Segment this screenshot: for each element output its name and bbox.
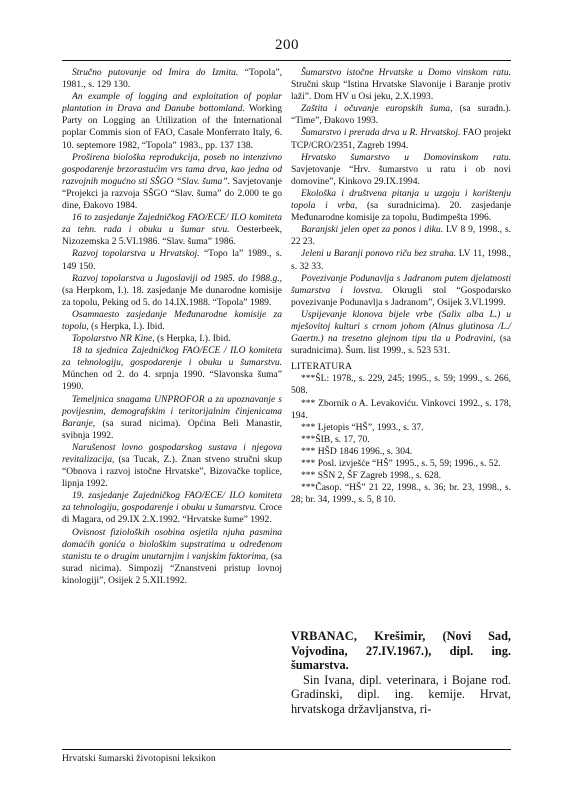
bibliography-entry bbox=[291, 152, 511, 188]
entry-title: Uspijevanje klonova bijele vrbe (Salix alba L.) u mješovitoj kulturi s crnom johom (Alnus glutinosa /L./ Gaertn.) na tresetno glejnom tipu tla u Podravini, bbox=[291, 308, 511, 345]
bibliography-entry bbox=[291, 273, 511, 309]
entry-title: Proširena biološka reprodukcija, poseb no intenzivno gospodarenje brzorastućim vrs tama drva, kao jedna od razvojnih mogućno sti SŠGO “Slav. šuma”. bbox=[62, 151, 282, 187]
bibliography-entry bbox=[62, 442, 282, 490]
entry-details: Savjetovanje “Projekci ja razvoja SŠGO “Slav. šuma” do 2.000 te go dine, Đakovo 1984. bbox=[62, 175, 282, 212]
bibliography-entry bbox=[62, 212, 282, 248]
bio-name: VRBANAC, Krešimir, bbox=[291, 629, 426, 643]
entry-title: An example of logging and exploitation of poplar plantation in Drava and Danube bottomland. bbox=[62, 91, 282, 115]
literature-item: *** HŠD 1846 1996., s. 304. bbox=[301, 445, 413, 457]
entry-details: (sa suradnicima). 20. zasjedanje Međunarodne komisije za topolu, Budimpešta 1996. bbox=[291, 200, 511, 224]
page-number: 200 bbox=[275, 37, 299, 53]
entry-details: Oesterbeek, Nizozemska 2 5.VI.1986. “Slav. šuma” 1986. bbox=[62, 224, 283, 248]
bibliography-entry bbox=[291, 103, 511, 127]
entry-details: Savjetovanje “Hrv. šumarstvo u ratu i ob novi domovine”, Kinkovo 29.IX.1994. bbox=[291, 163, 511, 187]
entry-title: Ekološka i društvena pitanja u uzgoju i korištenju topola i vrba, bbox=[291, 187, 511, 212]
literature-item: *** Zbornik o A. Levakoviću. Vinkovci 1992., s. 178, 194. bbox=[291, 397, 511, 421]
right-column bbox=[291, 67, 511, 506]
literature-item: ***Časop. “HŠ” 21 22, 1998., s. 36; br. 23, 1998., s. 28; br. 34, 1999., s. 5, 8 10. bbox=[291, 482, 511, 506]
entry-details: LV 8 9, 1998., s. 22 23. bbox=[291, 224, 512, 248]
entry-title: Temeljnica snagama UNPROFOR a za upoznavanje s povijesnim, demografskim i teritorijalnim činjenicama Baranje, bbox=[62, 393, 282, 429]
entry-title: 18 ta sjednica Zajedničkog FAO/ECE / ILO komiteta za tehnologiju, gospodarenje i obuku u šumarstvu. bbox=[62, 345, 282, 369]
bibliography-entry bbox=[62, 91, 282, 151]
bibliography-entry bbox=[291, 67, 511, 103]
entry-title: 16 to zasjedanje Zajedničkog FAO/ECE/ ILO komiteta za tehn. rada i obuku u šumar stvu. bbox=[62, 212, 282, 236]
bibliography-entry bbox=[62, 67, 282, 91]
literature-item: *** Posl. izvješće “HŠ” 1995., s. 5, 59; 1996., s. 52. bbox=[301, 458, 501, 469]
entry-title: Zaštita i očuvanje europskih šuma, bbox=[301, 103, 453, 115]
bibliography-entry bbox=[62, 345, 282, 393]
bibliography-entry bbox=[62, 152, 282, 212]
bio-body: Sin Ivana, dipl. veterinara, i Bojane rođ. Gradinski, dipl. ing. kemije. Hrvat, hrvatskoga državljanstva, ri- bbox=[291, 672, 511, 716]
footer-rule bbox=[62, 749, 511, 750]
entry-title: Narušenost lovno gospodarskog sustava i njegova revitalizacija, bbox=[62, 441, 282, 465]
right-entries bbox=[291, 67, 511, 357]
bibliography-entry bbox=[62, 333, 282, 345]
entry-title: Hrvatsko šumarstvo u Domovinskom ratu. bbox=[301, 151, 511, 163]
entry-details: München od 2. do 4. srpnja 1990. “Slavonska šuma” 1990. bbox=[62, 369, 282, 393]
bibliography-entry bbox=[62, 394, 282, 442]
bibliography-entry bbox=[291, 309, 511, 357]
entry-details: Stručni skup “Istina Hrvatske Slavonije i Baranje protiv laži”. Dom HV u Osi jeku, 2.X.1993. bbox=[291, 79, 511, 103]
biography-entry bbox=[291, 629, 511, 717]
entry-details: LV 11, 1998., s. 32 33. bbox=[291, 248, 511, 272]
entry-title: Ovisnost fizioloških osobina osjetila njuha pasmina domaćih gonića o biološkim supstratima u određenom stanistu te o drugim unutarnjim i vanjskim faktorima, bbox=[62, 526, 282, 562]
bibliography-entry bbox=[62, 527, 282, 587]
entry-title: Topolarstvo NR Kine, bbox=[72, 333, 155, 345]
bibliography-entry bbox=[291, 224, 511, 248]
footer-text: Hrvatski šumarski životopisni leksikon bbox=[62, 753, 216, 764]
entry-title: Osamnaesto zasjedanje Međunarodne komisije za topolu, bbox=[62, 308, 282, 332]
entry-details: (s Herpka, I.). Ibid. bbox=[88, 320, 165, 332]
literature-title: LITERATURA bbox=[291, 361, 353, 373]
entry-details: (sa Herpkom, I.). 18. zasjedanje Me dunarodne komisije za topolu, Peking od 5. do 14.IX.1988. “Topola” 1989. bbox=[62, 284, 282, 308]
entry-details: “Topola”, 1981., s. 129 130. bbox=[62, 67, 283, 91]
entry-details: Working Party on Logging an Utilization of the International poplar Commis sion of FAO, Casale Monferrato Italy, 6. 10. septemore 1982, “Topola” 1983., pp. 137 138. bbox=[62, 103, 282, 151]
entry-title: Razvoj topolarstva u Hrvatskoj. bbox=[72, 248, 200, 260]
entry-details: (sa surad nicima). Općina Beli Manastir, svibnja 1992. bbox=[62, 417, 282, 441]
bio-header-rest: (Novi Sad, Vojvodina, 27.IV.1967.), dipl. ing. šumarstva. bbox=[291, 629, 511, 673]
bibliography-entry bbox=[62, 309, 282, 333]
entry-title: Razvoj topolarstva u Jugoslaviji od 1985. do 1988.g., bbox=[72, 272, 282, 284]
entry-details: “Topo la” 1989., s. 149 150. bbox=[62, 248, 282, 272]
literature-item: ***ŠIB, s. 17, 70. bbox=[301, 433, 370, 445]
entry-title: Šumarstvo istočne Hrvatske u Domo vinskom ratu. bbox=[301, 67, 511, 78]
bibliography-entry bbox=[291, 188, 511, 224]
literature-item: *** SŠN 2, ŠF Zagreb 1998., s. 628. bbox=[301, 470, 442, 482]
bibliography-entry bbox=[62, 490, 282, 526]
bibliography-entry bbox=[62, 273, 282, 309]
entry-title: Šumarstvo i prerada drva u R. Hrvatskoj. bbox=[301, 127, 461, 139]
entry-title: Stručno putovanje od Imira do Izmita. bbox=[72, 67, 239, 78]
header-rule bbox=[62, 60, 511, 61]
entry-details: FAO projekt TCP/CRO/2351, Zagreb 1994. bbox=[291, 127, 511, 151]
entry-details: (sa suradnicima). Šum. list 1999., s. 523 531. bbox=[291, 333, 511, 357]
entry-details: Croce di Magara, od 29.IX 2.X.1992. “Hrvatske šume” 1992. bbox=[62, 502, 282, 526]
bibliography-entry bbox=[291, 127, 511, 151]
left-column bbox=[62, 67, 282, 587]
entry-details: (sa suradn.). “Time”, Đakovo 1993. bbox=[291, 103, 511, 127]
entry-title: 19. zasjedanje Zajedničkog FAO/ECE/ ILO komiteta za tehnologiju, gospodarenje i obuku u šumarstvu. bbox=[62, 490, 282, 514]
entry-details: Okrugli stol “Gospodarsko povezivanje Podunavlja s Jadranom”, Osijek 3.VI.1999. bbox=[291, 284, 512, 308]
entry-title: Povezivanje Podunavlja s Jadranom putem djelatnosti šumarstva i lovstva. bbox=[291, 272, 511, 296]
bibliography-entry bbox=[291, 248, 511, 272]
bibliography-entry bbox=[62, 248, 282, 272]
entry-details: (sa Tucak, Z.). Znan stveno stručni skup “Obnova i razvoj istočne Hrvatske”, Bizovačke toplice, lipnja 1992. bbox=[62, 454, 282, 490]
entry-details: (sa surad nicima). Simpozij “Znanstveni pristup lovnoj kinologiji”, Osijek 2 5.XII.1992. bbox=[62, 550, 282, 586]
entry-title: Baranjski jelen opet za ponos i diku. bbox=[301, 224, 444, 236]
literature-list bbox=[291, 373, 511, 506]
literature-item: ***ŠL: 1978., s. 229, 245; 1995., s. 59; 1999., s. 266, 508. bbox=[291, 373, 511, 397]
entry-details: (s Herpka, I.). Ibid. bbox=[154, 333, 231, 345]
literature-item: *** Ljetopis “HŠ”, 1993., s. 37. bbox=[301, 421, 424, 433]
entry-title: Jeleni u Baranji ponovo riču bez straha. bbox=[301, 248, 457, 260]
